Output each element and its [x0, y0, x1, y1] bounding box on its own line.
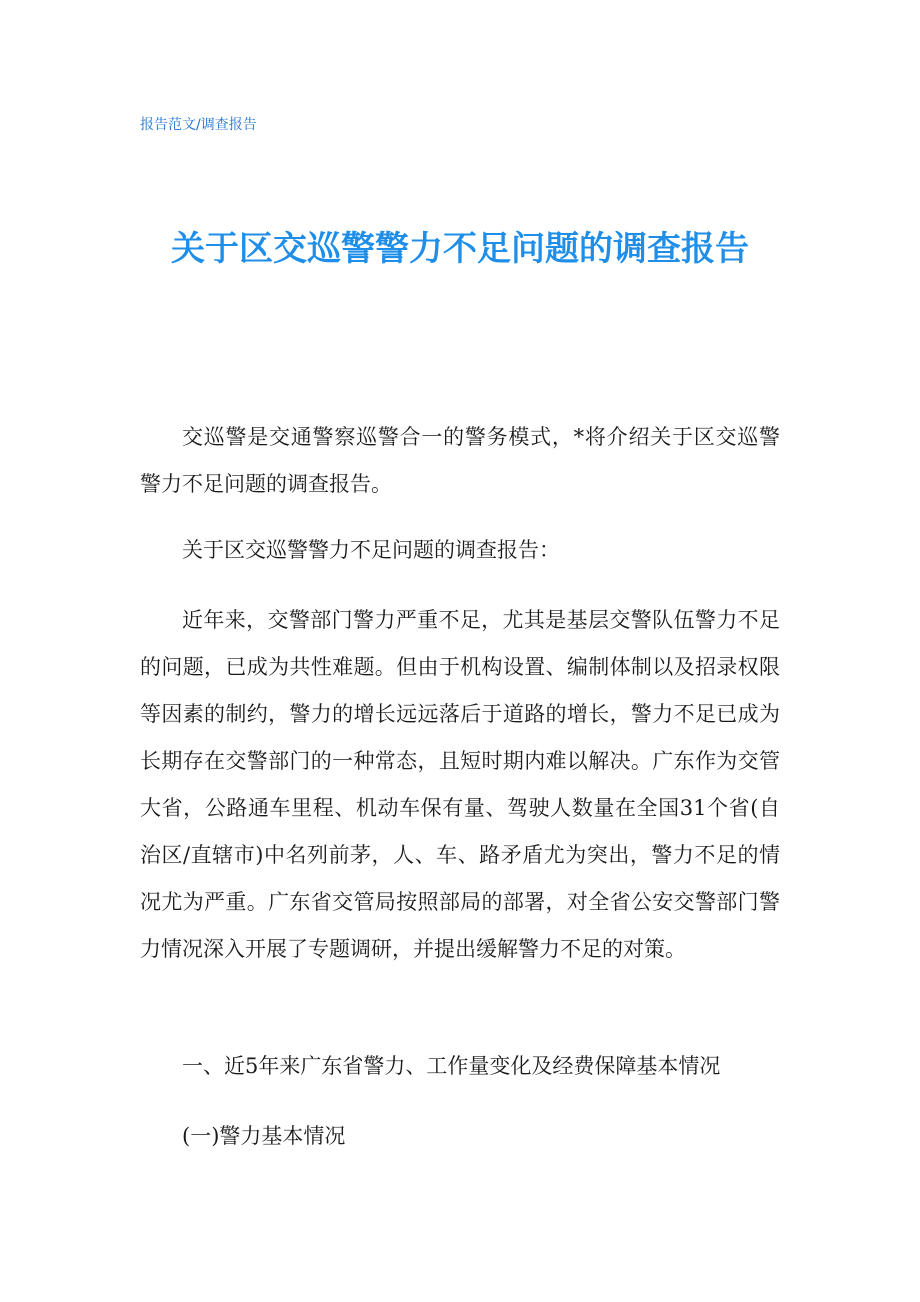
report-lead-paragraph: 关于区交巡警警力不足问题的调查报告： [182, 538, 560, 562]
breadcrumb[interactable]: 报告范文/调查报告 [140, 117, 257, 133]
document-title: 关于区交巡警警力不足问题的调查报告 [171, 229, 749, 269]
background-paragraph: 近年来，交警部门警力严重不足，尤其是基层交警队伍警力不足的问题，已成为共性难题。但由于机构设置、编制体制以及招录权限等因素的制约，警力的增长远远落后于道路的增长，警力不足已成为长期存在交警部门的一种常态，且短时期内难以解决。广东作为交管大省，公路通车里程、机动车保有量、驾驶人数量在全国31个省(自治区/直辖市)中名列前茅，人、车、路矛盾尤为突出，警力不足的情况尤为严重。广东省交管局按照部局的部署，对全省公安交警部门警力情况深入开展了专题调研，并提出缓解警力不足的对策。 [140, 608, 780, 961]
intro-paragraph: 交巡警是交通警察巡警合一的警务模式，*将介绍关于区交巡警警力不足问题的调查报告。 [140, 425, 780, 496]
section-heading: 一、近5年来广东省警力、工作量变化及经费保障基本情况 [182, 1054, 721, 1078]
subsection-heading: (一)警力基本情况 [182, 1124, 346, 1148]
